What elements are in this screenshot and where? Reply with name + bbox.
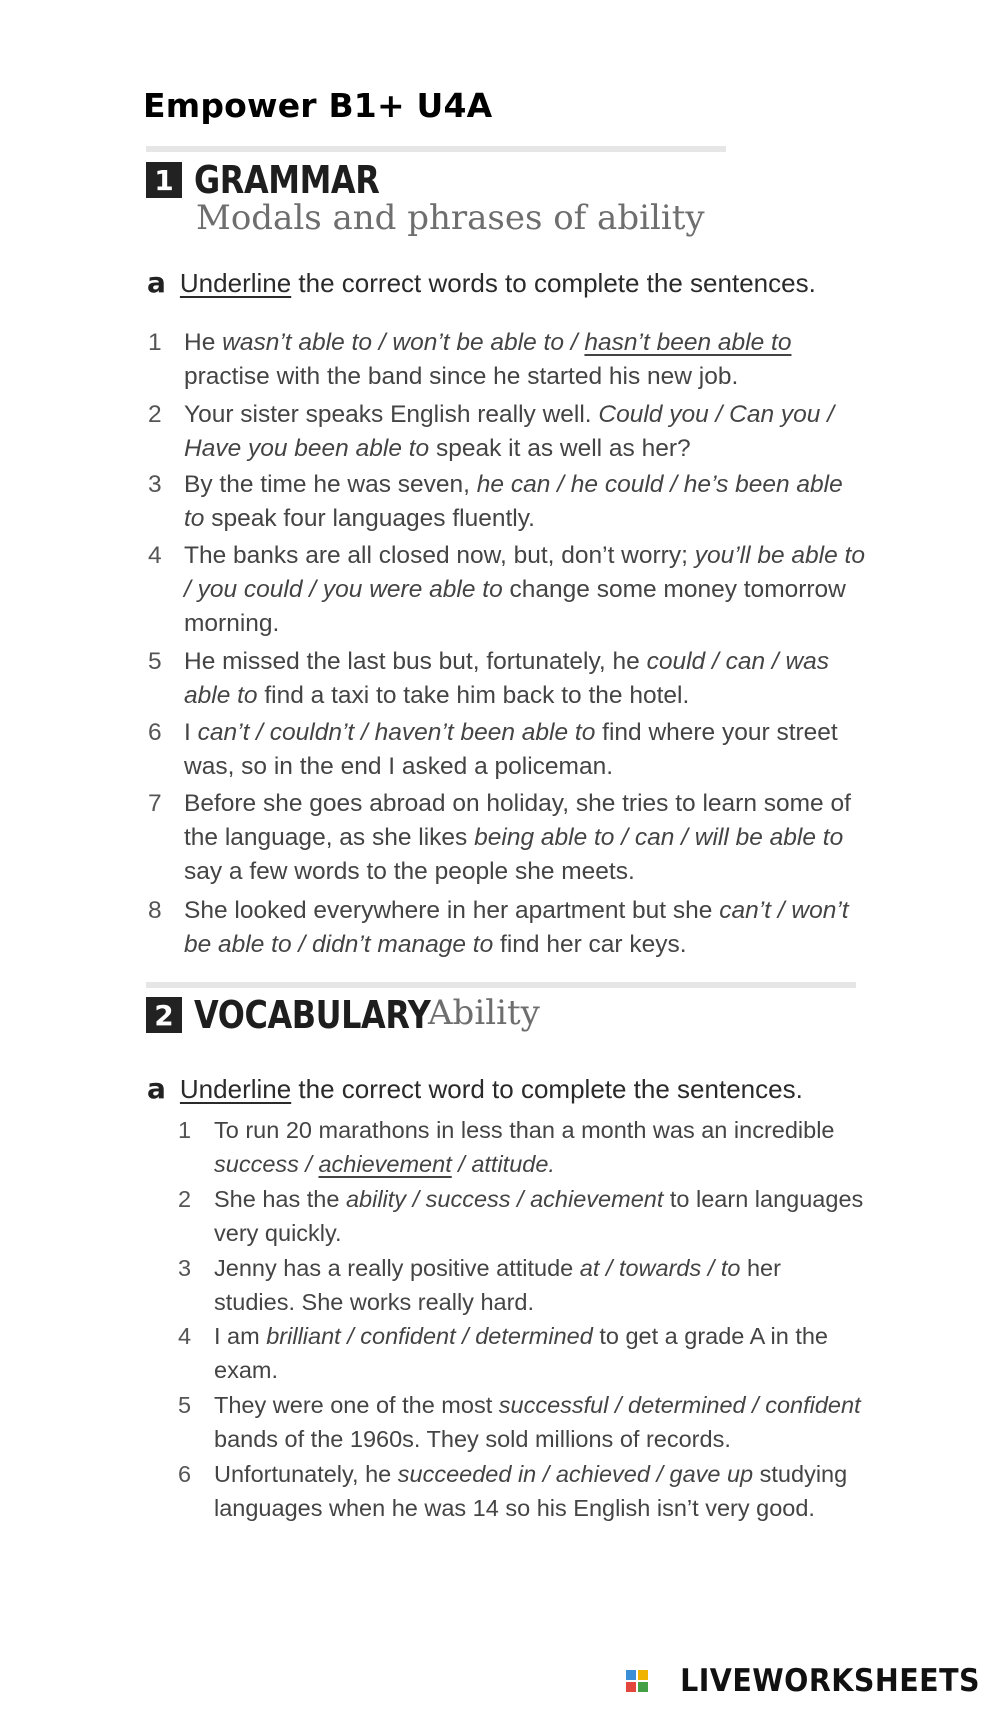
sentence-text: to get a grade A in the exam.: [214, 1323, 828, 1383]
sentence-text: I am: [214, 1323, 267, 1349]
underlined-answer: hasn’t been able to: [584, 329, 792, 356]
section-title: GRAMMAR: [194, 158, 380, 202]
sentence-text: her studies. She works really hard.: [214, 1255, 781, 1315]
section-subtitle: Modals and phrases of ability: [196, 198, 705, 238]
exercise-item: [178, 1458, 868, 1525]
logo-block: [626, 1682, 636, 1692]
item-number: 7: [148, 790, 162, 817]
item-number: 2: [178, 1186, 192, 1212]
exercise-letter: a: [147, 266, 166, 299]
item-text: [184, 894, 868, 962]
exercise-item: [178, 1389, 868, 1456]
item-number: 4: [178, 1323, 192, 1349]
item-number: 6: [178, 1461, 192, 1487]
answer-options: at / towards / to: [579, 1255, 741, 1281]
sentence-text: Jenny has a really positive attitude: [214, 1255, 580, 1281]
logo-block: [626, 1670, 636, 1680]
answer-options: can’t / couldn’t / haven’t been able to: [197, 719, 596, 746]
logo-text: LIVEWORKSHEETS: [680, 1663, 980, 1699]
item-text: [214, 1320, 868, 1387]
instruction-text: the correct word to complete the sentences.: [291, 1074, 803, 1104]
exercise-instruction: [147, 1072, 803, 1105]
answer-options: brilliant / confident / determined: [266, 1323, 593, 1349]
item-text: [214, 1389, 868, 1456]
answer-options: you’ll be able to / you could / you were able to: [184, 542, 865, 603]
exercise-item: [148, 787, 868, 889]
item-text: [184, 716, 868, 784]
sentence-text: studying languages when he was 14 so his English isn’t very good.: [214, 1461, 848, 1521]
item-number: 2: [148, 401, 162, 428]
exercise-item: [148, 468, 868, 536]
document-title: Empower B1+ U4A: [143, 86, 493, 125]
sentence-text: To run 20 marathons in less than a month was an incredible: [214, 1117, 835, 1143]
section-title: VOCABULARY: [194, 993, 431, 1037]
answer-options: can’t / won’t be able to / didn’t manage to: [184, 897, 849, 958]
item-text: [184, 539, 868, 641]
sentence-text: She has the: [214, 1186, 346, 1212]
exercise-item: [148, 326, 868, 394]
section-divider: [146, 982, 856, 988]
section-subtitle: Ability: [428, 993, 540, 1033]
item-text: [184, 468, 868, 536]
sentence-text: find a taxi to take him back to the hotel.: [257, 682, 690, 709]
answer-options: succeeded in / achieved / gave up: [397, 1461, 754, 1487]
instruction-keyword: Underline: [179, 268, 292, 298]
section-divider: [146, 146, 726, 152]
instruction-keyword: Underline: [179, 1074, 292, 1104]
exercise-instruction: [147, 266, 816, 299]
exercise-item: [178, 1320, 868, 1387]
item-number: 4: [148, 542, 162, 569]
item-text: [184, 645, 868, 713]
item-number: 5: [178, 1392, 192, 1418]
exercise-item: [178, 1183, 868, 1250]
item-text: [184, 326, 868, 394]
item-text: [214, 1458, 868, 1525]
sentence-text: Your sister speaks English really well.: [184, 401, 599, 428]
liveworksheets-logo: [626, 1663, 980, 1699]
item-number: 1: [148, 329, 162, 356]
logo-block: [638, 1670, 648, 1680]
answer-options: he can / he could / he’s been able to: [184, 471, 843, 532]
logo-mark-icon: [626, 1670, 648, 1692]
sentence-text: practise with the band since he started his new job.: [184, 363, 739, 390]
sentence-text: Before she goes abroad on holiday, she tries to learn some of the language, as she likes: [184, 790, 851, 851]
exercise-item: [178, 1114, 868, 1181]
sentence-text: They were one of the most: [214, 1392, 499, 1418]
sentence-text: I: [184, 719, 198, 746]
underlined-answer: achievement: [318, 1150, 452, 1177]
grammar-section-heading: [146, 158, 415, 202]
section-number-badge: 1: [146, 162, 182, 198]
answer-options: success /: [214, 1150, 319, 1177]
sentence-text: He missed the last bus but, fortunately, he: [184, 648, 647, 675]
answer-options: successful / determined / confident: [498, 1392, 861, 1418]
answer-options: could / can / was able to: [184, 648, 830, 709]
exercise-item: [148, 894, 868, 962]
item-number: 3: [178, 1255, 192, 1281]
item-number: 5: [148, 648, 162, 675]
item-number: 1: [178, 1117, 192, 1143]
exercise-letter: a: [147, 1072, 166, 1105]
sentence-text: find where your street was, so in the end I asked a policeman.: [184, 719, 838, 780]
section-number-badge: 2: [146, 997, 182, 1033]
item-text: [214, 1114, 868, 1181]
item-text: [214, 1252, 868, 1319]
sentence-text: change some money tomorrow morning.: [184, 576, 846, 637]
logo-block: [638, 1682, 648, 1692]
answer-options: wasn’t able to / won’t be able to /: [222, 329, 585, 356]
sentence-text: He: [184, 329, 223, 356]
item-number: 8: [148, 897, 162, 924]
sentence-text: speak it as well as her?: [429, 435, 691, 462]
sentence-text: speak four languages fluently.: [204, 505, 535, 532]
vocabulary-section-heading: [146, 993, 475, 1037]
instruction-text: the correct words to complete the sentences.: [291, 268, 816, 298]
answer-options: being able to / can / will be able to: [474, 824, 844, 851]
sentence-text: By the time he was seven,: [184, 471, 477, 498]
sentence-text: She looked everywhere in her apartment but she: [184, 897, 720, 924]
sentence-text: bands of the 1960s. They sold millions of records.: [214, 1425, 731, 1452]
sentence-text: find her car keys.: [493, 931, 687, 958]
exercise-item: [148, 539, 868, 641]
exercise-item: [148, 716, 868, 784]
item-text: [184, 787, 868, 889]
item-number: 3: [148, 471, 162, 498]
exercise-item: [178, 1252, 868, 1319]
sentence-text: Unfortunately, he: [214, 1461, 398, 1487]
sentence-text: The banks are all closed now, but, don’t worry;: [184, 542, 695, 569]
answer-options: ability / success / achievement: [345, 1186, 664, 1212]
sentence-text: say a few words to the people she meets.: [184, 858, 635, 885]
answer-options: Could you / Can you / Have you been able to: [184, 401, 835, 462]
exercise-item: [148, 645, 868, 713]
item-number: 6: [148, 719, 162, 746]
item-text: [214, 1183, 868, 1250]
answer-options: / attitude.: [451, 1150, 555, 1177]
exercise-item: [148, 398, 868, 466]
sentence-text: to learn languages very quickly.: [214, 1186, 864, 1246]
item-text: [184, 398, 868, 466]
